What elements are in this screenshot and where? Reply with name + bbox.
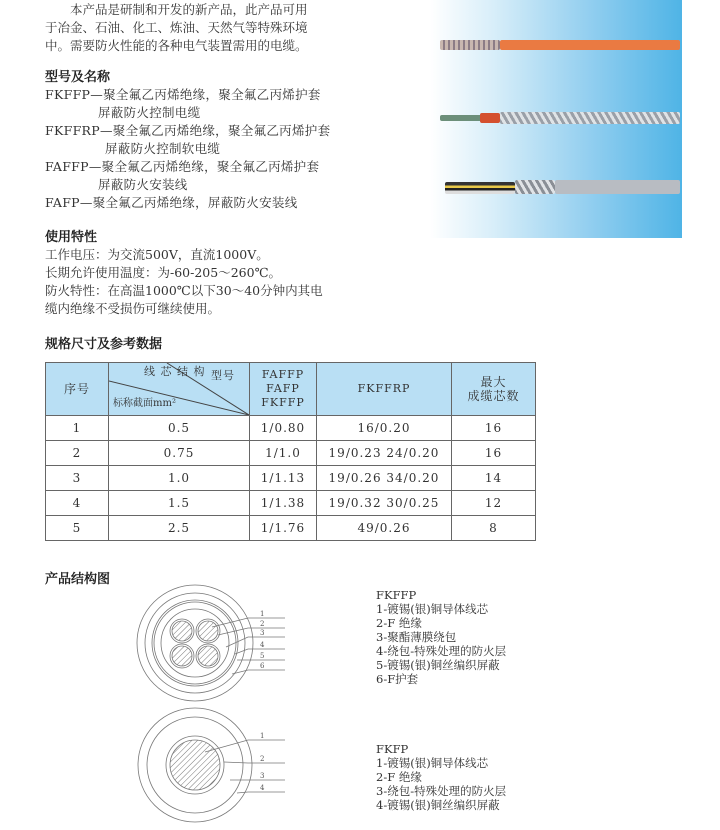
header-fafFP xyxy=(250,363,317,416)
table-cell: 1/1.76 xyxy=(250,516,317,541)
header-model-name: FKFFP xyxy=(261,396,305,409)
intro-line: 本产品是研制和开发的新产品，此产品可用 xyxy=(70,2,308,17)
legend-item: 4-镀锡(银)铜丝编织屏蔽 xyxy=(376,798,500,812)
part-number-label: 4 xyxy=(260,641,265,649)
table-cell: 1.5 xyxy=(109,491,250,516)
header-fkffrp: FKFFRP xyxy=(317,363,452,416)
cross-section-diagrams xyxy=(120,580,290,825)
model-line: FKFFRP—聚全氟乙丙烯绝缘，聚全氟乙丙烯护套 xyxy=(45,123,331,138)
legend-item: 6-F护套 xyxy=(376,672,419,686)
table-cell: 16 xyxy=(452,441,536,466)
part-number-label: 4 xyxy=(260,784,265,792)
header-text: 成缆芯数 xyxy=(467,389,520,403)
model-line: FKFFP—聚全氟乙丙烯绝缘，聚全氟乙丙烯护套 xyxy=(45,87,321,102)
table-cell: 8 xyxy=(452,516,536,541)
model-line: FAFP—聚全氟乙丙烯绝缘，屏蔽防火安装线 xyxy=(45,195,298,210)
intro-paragraph xyxy=(45,1,308,55)
part-number-label: 2 xyxy=(260,755,265,763)
model-line: 屏蔽防火控制电缆 xyxy=(98,105,201,120)
cable-conductors xyxy=(440,115,485,121)
table-cell: 0.75 xyxy=(109,441,250,466)
table-cell: 2.5 xyxy=(109,516,250,541)
table-cell: 16 xyxy=(452,416,536,441)
table-row xyxy=(46,416,536,441)
legend-item: FKFP xyxy=(376,742,409,756)
table-cell: 1/1.38 xyxy=(250,491,317,516)
legend-item: 1-镀锡(银)铜导体线芯 xyxy=(376,602,489,616)
table-row xyxy=(46,441,536,466)
fkfp-section xyxy=(138,708,252,822)
leader-line xyxy=(226,637,285,647)
spec-table xyxy=(45,362,536,541)
model-line: FAFFP—聚全氟乙丙烯绝缘，聚全氟乙丙烯护套 xyxy=(45,159,320,174)
table-heading: 规格尺寸及参考数据 xyxy=(45,337,163,352)
part-number-label: 3 xyxy=(260,772,265,780)
header-text: 最大 xyxy=(480,375,507,389)
header-diagonal-cell xyxy=(109,363,250,416)
table-cell: 1/1.0 xyxy=(250,441,317,466)
core xyxy=(198,646,218,666)
core xyxy=(172,646,192,666)
leader-line xyxy=(232,670,285,674)
table-cell: 5 xyxy=(46,516,109,541)
legend-item: 3-聚酯薄膜绕包 xyxy=(376,630,457,644)
table-cell: 0.5 xyxy=(109,416,250,441)
intro-line: 中。需要防火性能的各种电气装置需用的电缆。 xyxy=(45,38,308,53)
cable-conductors xyxy=(440,40,500,50)
legend-item: 1-镀锡(银)铜导体线芯 xyxy=(376,756,489,770)
usage-heading: 使用特性 xyxy=(45,230,98,245)
header-model-name: FAFFP xyxy=(261,368,305,381)
part-number-label: 5 xyxy=(260,652,265,660)
usage-line: 防火特性：在高温1000℃以下30～40分钟内其电 xyxy=(45,283,323,298)
model-line: 屏蔽防火安装线 xyxy=(98,177,188,192)
table-cell: 49/0.26 xyxy=(317,516,452,541)
table-cell: 19/0.23 24/0.20 xyxy=(317,441,452,466)
part-number-label: 1 xyxy=(260,732,265,740)
cable-conductors xyxy=(445,182,515,194)
leader-line xyxy=(237,792,285,793)
fkffp-legend xyxy=(376,588,506,686)
header-max-cores xyxy=(452,363,536,416)
table-cell: 12 xyxy=(452,491,536,516)
table-row xyxy=(46,491,536,516)
legend-item: 2-F 绝缘 xyxy=(376,616,422,630)
usage-list xyxy=(45,246,323,318)
intro-line: 于冶金、石油、化工、炼油、天然气等特殊环境 xyxy=(45,20,308,35)
legend-item: FKFFP xyxy=(376,588,417,602)
usage-line: 长期允许使用温度：为-60-205～260℃。 xyxy=(45,265,282,280)
table-row xyxy=(46,466,536,491)
table-cell: 1 xyxy=(46,416,109,441)
usage-line: 缆内绝缘不受损伤可继续使用。 xyxy=(45,301,221,316)
legend-item: 2-F 绝缘 xyxy=(376,770,422,784)
table-cell: 14 xyxy=(452,466,536,491)
header-model-name: FAFP xyxy=(266,382,300,395)
part-number-label: 3 xyxy=(260,629,265,637)
table-cell: 2 xyxy=(46,441,109,466)
orange-cable xyxy=(500,40,680,50)
legend-item: 4-绕包-特殊处理的防火层 xyxy=(376,644,507,658)
core xyxy=(172,621,192,641)
part-number-label: 2 xyxy=(260,620,265,628)
braided-cable xyxy=(500,112,680,124)
fkfp-legend xyxy=(376,742,506,812)
models-list xyxy=(45,86,330,212)
model-line: 屏蔽防火控制软电缆 xyxy=(105,141,221,156)
models-heading: 型号及名称 xyxy=(45,70,111,85)
header-model: 型号 xyxy=(211,369,235,382)
table-cell: 19/0.32 30/0.25 xyxy=(317,491,452,516)
header-section: 标称截面mm² xyxy=(113,398,176,409)
legend-item: 3-绕包-特殊处理的防火层 xyxy=(376,784,507,798)
header-core-structure: 线 芯 结 构 xyxy=(144,365,206,378)
core xyxy=(198,621,218,641)
table-cell: 19/0.26 34/0.20 xyxy=(317,466,452,491)
table-cell: 1.0 xyxy=(109,466,250,491)
header-seq: 序号 xyxy=(46,363,109,416)
grey-cable xyxy=(555,180,680,194)
table-row xyxy=(46,516,536,541)
table-cell: 1/1.13 xyxy=(250,466,317,491)
part-number-label: 6 xyxy=(260,662,265,670)
usage-line: 工作电压：为交流500V，直流1000V。 xyxy=(45,247,269,262)
leader-line xyxy=(212,618,285,627)
table-cell: 4 xyxy=(46,491,109,516)
table-cell: 16/0.20 xyxy=(317,416,452,441)
table-cell: 1/0.80 xyxy=(250,416,317,441)
braid-shield xyxy=(515,180,555,194)
structure-heading: 产品结构图 xyxy=(45,572,111,587)
leader-line xyxy=(224,762,285,763)
table-header-row xyxy=(46,363,536,416)
legend-item: 5-镀锡(银)铜丝编织屏蔽 xyxy=(376,658,500,672)
cable-photo xyxy=(430,0,682,238)
part-number-label: 1 xyxy=(260,610,265,618)
red-insulation xyxy=(480,113,500,123)
table-cell: 3 xyxy=(46,466,109,491)
